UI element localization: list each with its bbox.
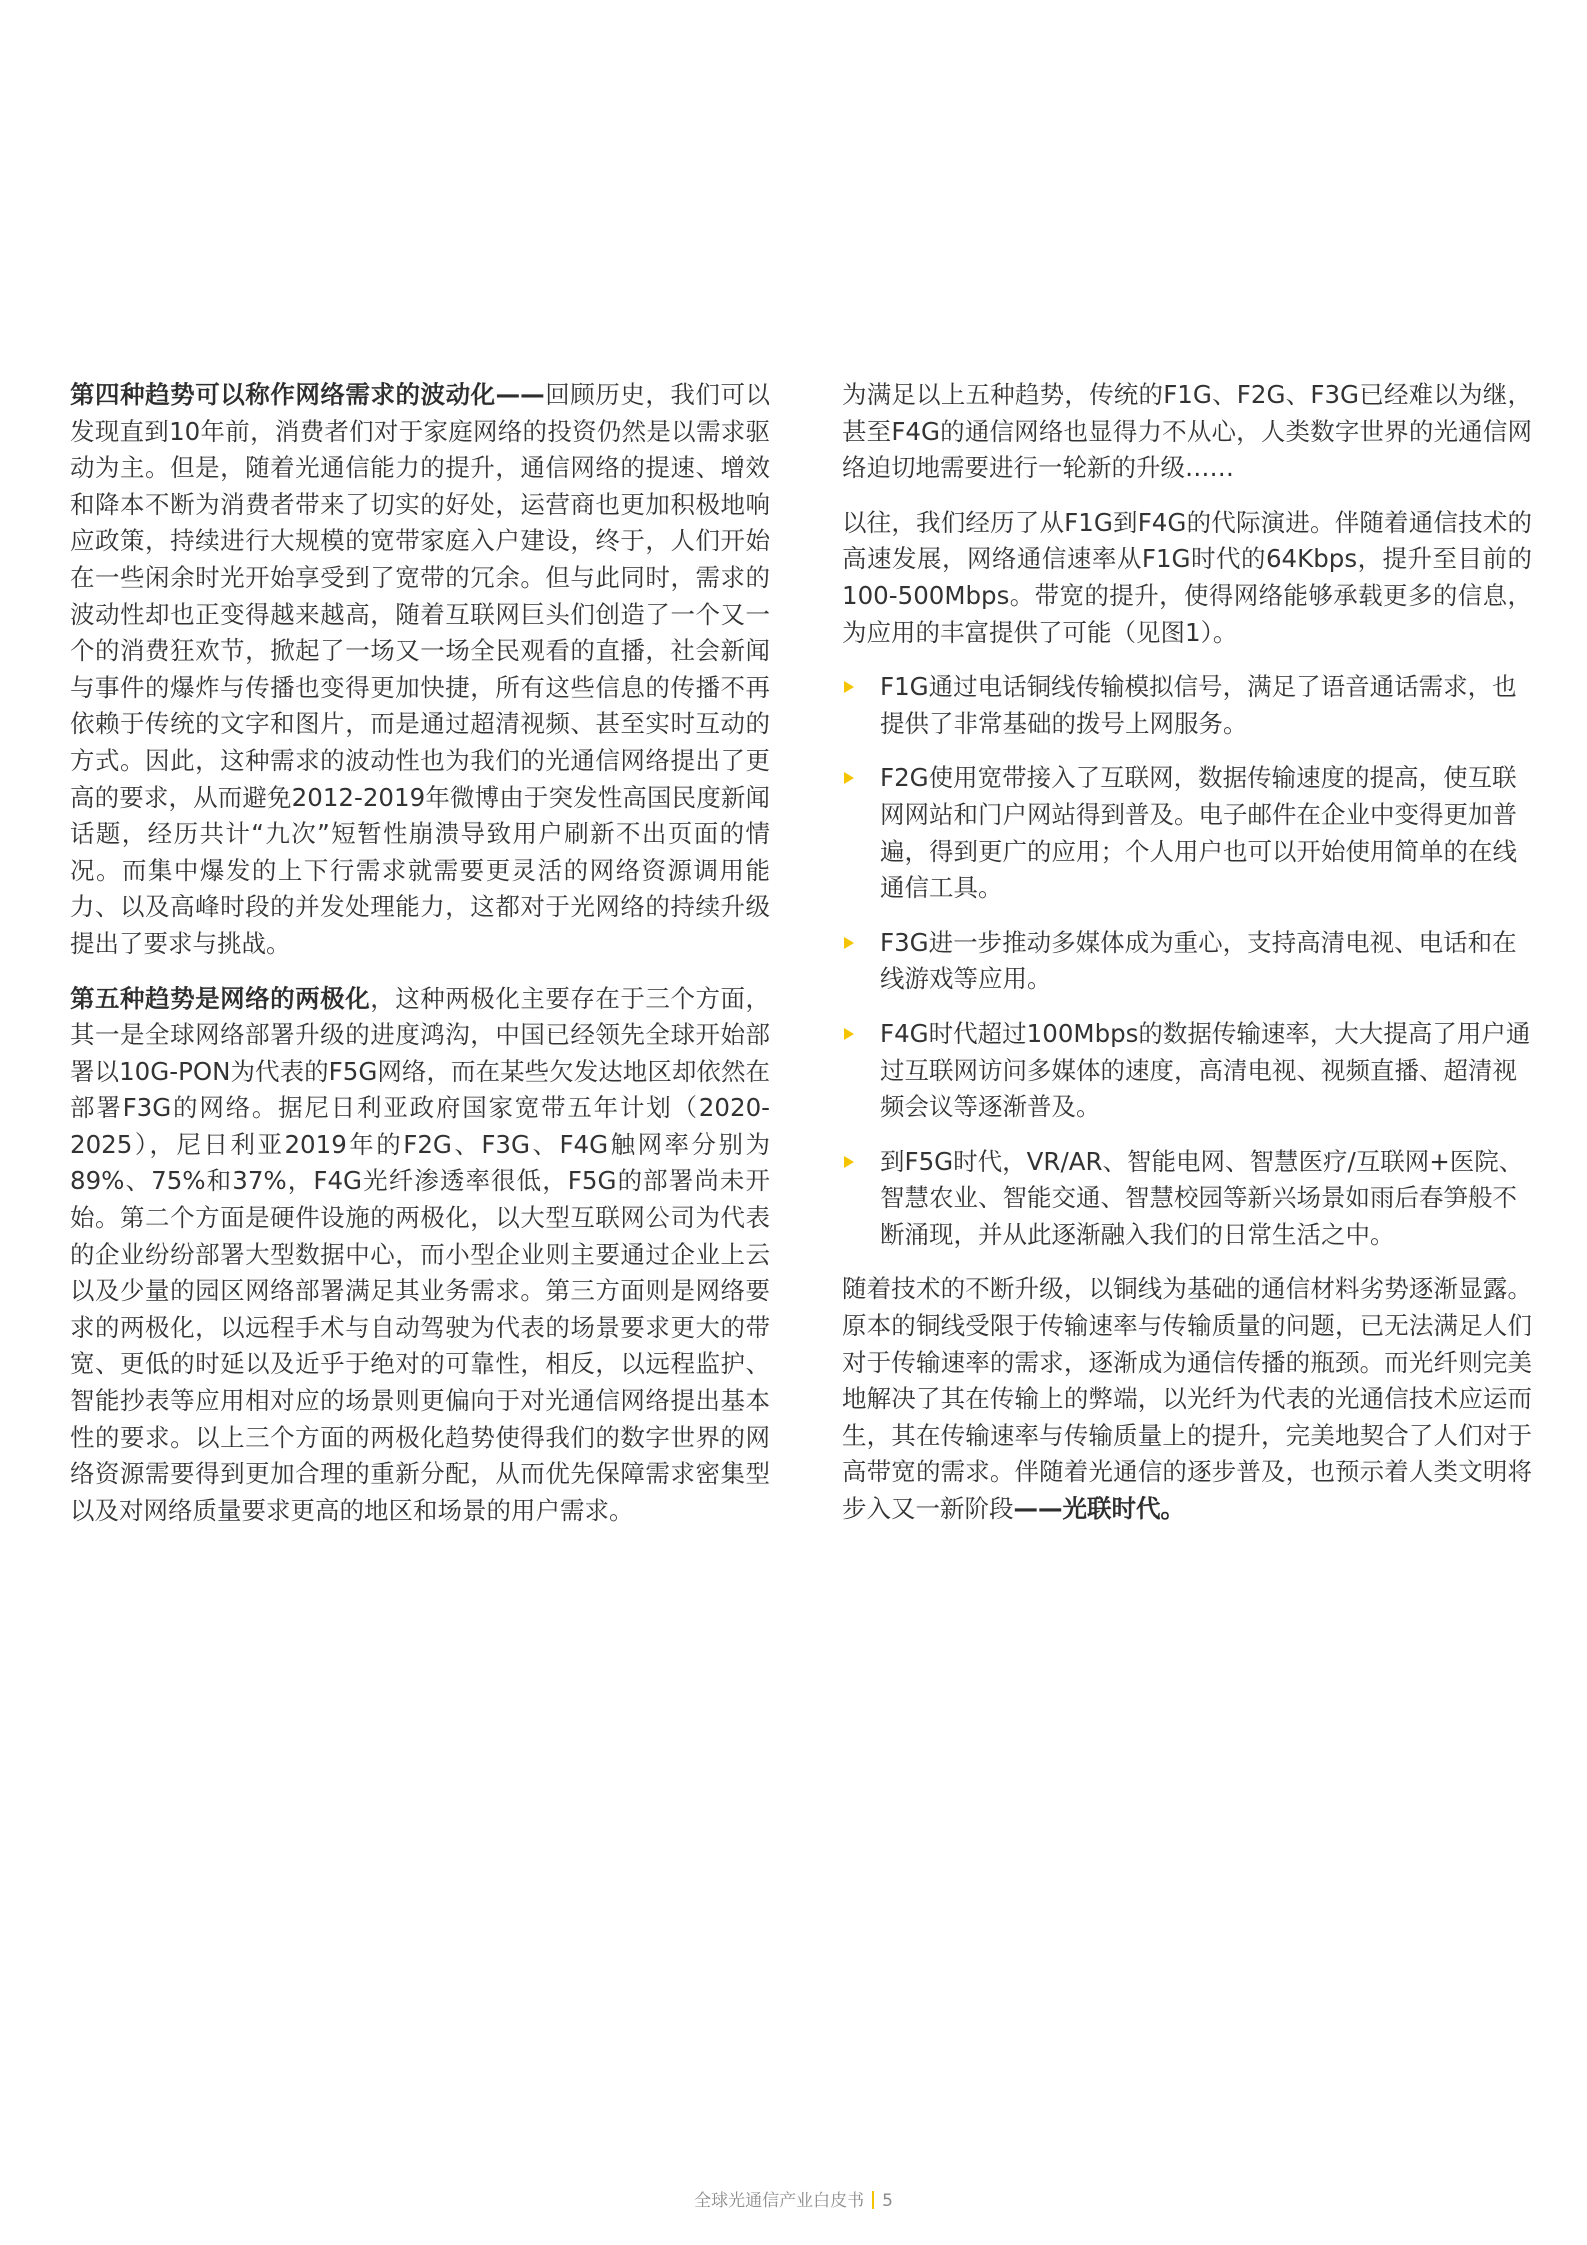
list-item [842, 1016, 1532, 1126]
bullet-triangle-icon [844, 772, 854, 784]
closing-heading: ——光联时代。 [1013, 1494, 1185, 1524]
list-item [842, 925, 1532, 998]
list-item [842, 760, 1532, 906]
trend-five-paragraph [70, 981, 770, 1530]
bullet-text: F1G通过电话铜线传输模拟信号，满足了语音通话需求，也提供了非常基础的拨号上网服务。 [880, 672, 1517, 738]
list-item [842, 669, 1532, 742]
left-column [70, 377, 770, 1529]
bullet-text: 到F5G时代，VR/AR、智能电网、智慧医疗/互联网+医院、智慧农业、智能交通、智慧校园等新兴场景如雨后春笋般不断涌现，并从此逐渐融入我们的日常生活之中。 [880, 1146, 1524, 1249]
right-column [842, 377, 1532, 1528]
footer-title: 全球光通信产业白皮书 [694, 2191, 865, 2211]
bullet-triangle-icon [844, 937, 854, 949]
trend-four-body: 回顾历史，我们可以发现直到10年前，消费者们对于家庭网络的投资仍然是以需求驱动为主。但是，随着光通信能力的提升，通信网络的提速、增效和降本不断为消费者带来了切实的好处，运营商也更加积极地响应政策，持续进行大规模的宽带家庭入户建设，终于，人们开始在一些闲余时光开始享受到了宽带的冗余。但与此同时，需求的波动性却也正变得越来越高，随着互联网巨头们创造了一个又一个的消费狂欢节，掀起了一场又一场全民观看的直播，社会新闻与事件的爆炸与传播也变得更加快捷，所有这些信息的传播不再依赖于传统的文字和图片，而是通过超清视频、甚至实时互动的方式。因此，这种需求的波动性也为我们的光通信网络提出了更高的要求，从而避免2012-2019年微博由于突发性高国民度新闻话题，经历共计“九次”短暂性崩溃导致用户刷新不出页面的情况。而集中爆发的上下行需求就需要更灵活的网络资源调用能力、以及高峰时段的并发处理能力，这都对于光网络的持续升级提出了要求与挑战。 [70, 380, 771, 958]
bullet-triangle-icon [844, 1156, 854, 1168]
closing-paragraph [842, 1271, 1532, 1527]
bullet-triangle-icon [844, 681, 854, 693]
trend-four-heading: 第四种趋势可以称作网络需求的波动化—— [70, 380, 545, 409]
bullet-triangle-icon [844, 1028, 854, 1040]
trend-five-heading: 第五种趋势是网络的两极化 [70, 983, 371, 1013]
bullet-text: F2G使用宽带接入了互联网，数据传输速度的提高，使互联网网站和门户网站得到普及。电子邮件在企业中变得更加普遍，得到更广的应用；个人用户也可以开始使用简单的在线通信工具。 [880, 763, 1517, 903]
intro-paragraph: 为满足以上五种趋势，传统的F1G、F2G、F3G已经难以为继，甚至F4G的通信网络也显得力不从心，人类数字世界的光通信网络迫切地需要进行一轮新的升级…… [842, 380, 1532, 483]
page-number: 5 [882, 2191, 893, 2211]
trend-five-body: ，这种两极化主要存在于三个方面，其一是全球网络部署升级的进度鸿沟，中国已经领先全球开始部署以10G-PON为代表的F5G网络，而在某些欠发达地区却依然在部署F3G的网络。据尼日利亚政府国家宽带五年计划（2020-2025），尼日利亚2019年的F2G、F3G、F4G触网率分别为89%、75%和37%，F4G光纤渗透率很低，F5G的部署尚未开始。第二个方面是硬件设施的两极化，以大型互联网公司为代表的企业纷纷部署大型数据中心，而小型企业则主要通过企业上云以及少量的园区网络部署满足其业务需求。第三方面则是网络要求的两极化，以远程手术与自动驾驶为代表的场景要求更大的带宽、更低的时延以及近乎于绝对的可靠性，相反，以远程监护、智能抄表等应用相对应的场景则更偏向于对光通信网络提出基本性的要求。以上三个方面的两极化趋势使得我们的数字世界的网络资源需要得到更加合理的重新分配，从而优先保障需求密集型以及对网络质量要求更高的地区和场景的用户需求。 [70, 983, 771, 1525]
generation-list [842, 669, 1532, 1253]
footer-separator [872, 2191, 874, 2209]
bullet-text: F4G时代超过100Mbps的数据传输速率，大大提高了用户通过互联网访问多媒体的速度，高清电视、视频直播、超清视频会议等逐渐普及。 [880, 1018, 1531, 1122]
evolution-paragraph: 以往，我们经历了从F1G到F4G的代际演进。伴随着通信技术的高速发展，网络通信速率从F1G时代的64Kbps，提升至目前的100-500Mbps。带宽的提升，使得网络能够承载更多的信息，为应用的丰富提供了可能（见图1）。 [842, 507, 1532, 647]
bullet-text: F3G进一步推动多媒体成为重心，支持高清电视、电话和在线游戏等应用。 [880, 927, 1517, 994]
trend-four-paragraph [70, 377, 770, 963]
list-item [842, 1144, 1532, 1254]
closing-body: 随着技术的不断升级，以铜线为基础的通信材料劣势逐渐显露。原本的铜线受限于传输速率与传输质量的问题，已无法满足人们对于传输速率的需求，逐渐成为通信传播的瓶颈。而光纤则完美地解决了其在传输上的弊端，以光纤为代表的光通信技术应运而生，其在传输速率与传输质量上的提升，完美地契合了人们对于高带宽的需求。伴随着光通信的逐步普及，也预示着人类文明将步入又一新阶段 [842, 1274, 1532, 1524]
page-footer [0, 2186, 1587, 2211]
